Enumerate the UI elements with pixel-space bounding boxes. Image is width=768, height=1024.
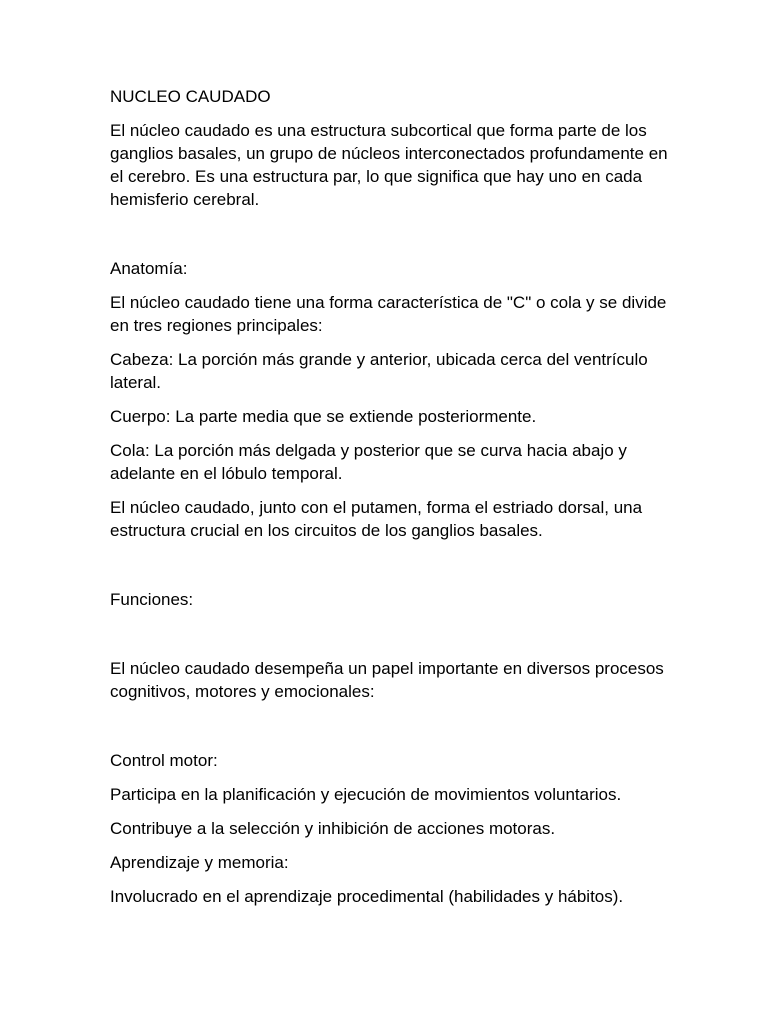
learning-memory-heading: Aprendizaje y memoria: xyxy=(110,853,289,872)
motor-control-item-2: Contribuye a la selección y inhibición de acciones motoras. xyxy=(110,819,556,838)
functions-heading: Funciones: xyxy=(110,590,194,609)
motor-control-item-1: Participa en la planificación y ejecución de movimientos voluntarios. xyxy=(110,785,622,804)
intro-paragraph: El núcleo caudado es una estructura subcortical que forma parte de los ganglios basales, un grupo de núcleos interconectados profundamente en el cerebro. Es una estructura par, lo que significa que hay uno en cada hemisferio cerebral. xyxy=(110,121,668,209)
spacer xyxy=(110,553,670,588)
document-body xyxy=(110,85,670,919)
anatomy-head-region: Cabeza: La porción más grande y anterior, ubicada cerca del ventrículo lateral. xyxy=(110,350,648,392)
anatomy-tail-region: Cola: La porción más delgada y posterior que se curva hacia abajo y adelante en el lóbulo temporal. xyxy=(110,441,627,483)
spacer xyxy=(110,222,670,257)
functions-intro: El núcleo caudado desempeña un papel importante en diversos procesos cognitivos, motores y emocionales: xyxy=(110,659,664,701)
motor-control-heading: Control motor: xyxy=(110,751,218,770)
anatomy-heading: Anatomía: xyxy=(110,259,188,278)
anatomy-paragraph: El núcleo caudado tiene una forma característica de "C" o cola y se divide en tres regiones principales: xyxy=(110,293,667,335)
anatomy-striatum-paragraph: El núcleo caudado, junto con el putamen, forma el estriado dorsal, una estructura crucial en los circuitos de los ganglios basales. xyxy=(110,498,643,540)
anatomy-body-region: Cuerpo: La parte media que se extiende posteriormente. xyxy=(110,407,537,426)
learning-memory-item-1: Involucrado en el aprendizaje procedimental (habilidades y hábitos). xyxy=(110,887,624,906)
spacer xyxy=(110,622,670,657)
document-title: NUCLEO CAUDADO xyxy=(110,87,271,106)
spacer xyxy=(110,714,670,749)
